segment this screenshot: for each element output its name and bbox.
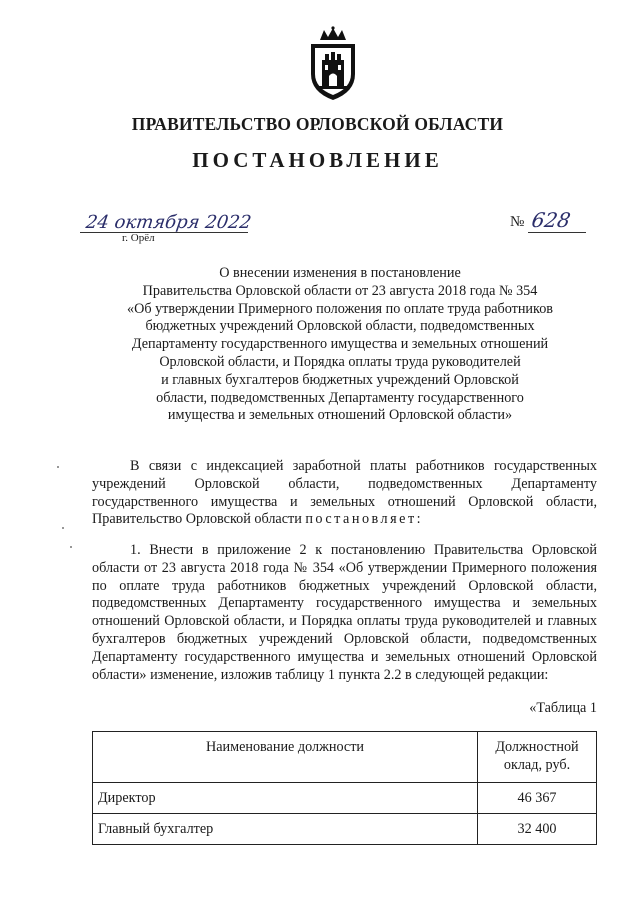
table-row: [93, 783, 597, 814]
subject-line: области, подведомственных Департаменту государственного: [156, 389, 524, 406]
subject-line: Правительства Орловской области от 23 августа 2018 года № 354: [142, 282, 538, 299]
subject-line: Департаменту государственного имущества и земельных отношений: [131, 336, 549, 353]
scan-speck: [70, 546, 72, 548]
number-sign: №: [510, 214, 525, 230]
date-underline: [80, 232, 248, 233]
preamble-text: В связи с индексацией заработной платы работников государственных учреждений Орловской области, подведомственных Департаменту государственного имущества и земельных отношений Орловской области, Правительство Орловской области: [92, 458, 597, 528]
scan-speck: [57, 466, 59, 468]
document-subject: [92, 265, 588, 425]
preamble-tail: :: [416, 511, 421, 528]
subject-line: О внесении изменения в постановление: [219, 265, 461, 281]
number-underline: [528, 232, 586, 233]
government-title: ПРАВИТЕЛЬСТВО ОРЛОВСКОЙ ОБЛАСТИ: [131, 114, 504, 134]
handwritten-number: 628: [529, 208, 573, 232]
clause-1-paragraph: 1. Внести в приложение 2 к постановлению Правительства Орловской области от 23 августа 2018 года № 354 «Об утверждении Примерного положения по оплате труда работников бюджетных учреждений Орловской области, подведомственных Департаменту государственного имущества и земельных отношений Орловской области, и Порядка оплаты труда руководителей и главных бухгалтеров бюджетных учреждений Орловской области, подведомственных Департаменту государственного имущества и земельных отношений Орловской области» изменение, изложив таблицу 1 пункта 2.2 в следующей редакции:: [92, 542, 597, 683]
handwritten-date: 24 октября 2022: [84, 212, 253, 233]
cell-salary: 32 400: [478, 814, 597, 845]
table-caption: «Таблица 1: [529, 700, 597, 716]
header-position: Наименование должности: [93, 732, 478, 783]
subject-line: имущества и земельных отношений Орловской области»: [167, 407, 513, 424]
city-label: г. Орёл: [122, 232, 155, 244]
coat-of-arms-icon: [306, 26, 360, 102]
preamble-paragraph: [92, 458, 597, 529]
header-salary: Должностной оклад, руб.: [478, 732, 597, 783]
subject-line: и главных бухгалтеров бюджетных учреждений Орловской: [161, 371, 519, 388]
cell-position: Директор: [93, 783, 478, 814]
subject-line: Орловской области, и Порядка оплаты труда руководителей: [159, 353, 521, 370]
scan-speck: [62, 527, 64, 529]
cell-position: Главный бухгалтер: [93, 814, 478, 845]
salary-table: [92, 731, 597, 845]
table-row: [93, 814, 597, 845]
preamble-resolves-word: постановляет: [305, 511, 417, 528]
table-header-row: [93, 732, 597, 783]
subject-line: бюджетных учреждений Орловской области, подведомственных: [145, 318, 535, 335]
subject-line: «Об утверждении Примерного положения по оплате труда работников: [126, 300, 553, 317]
cell-salary: 46 367: [478, 783, 597, 814]
document-type-title: ПОСТАНОВЛЕНИЕ: [192, 148, 443, 172]
